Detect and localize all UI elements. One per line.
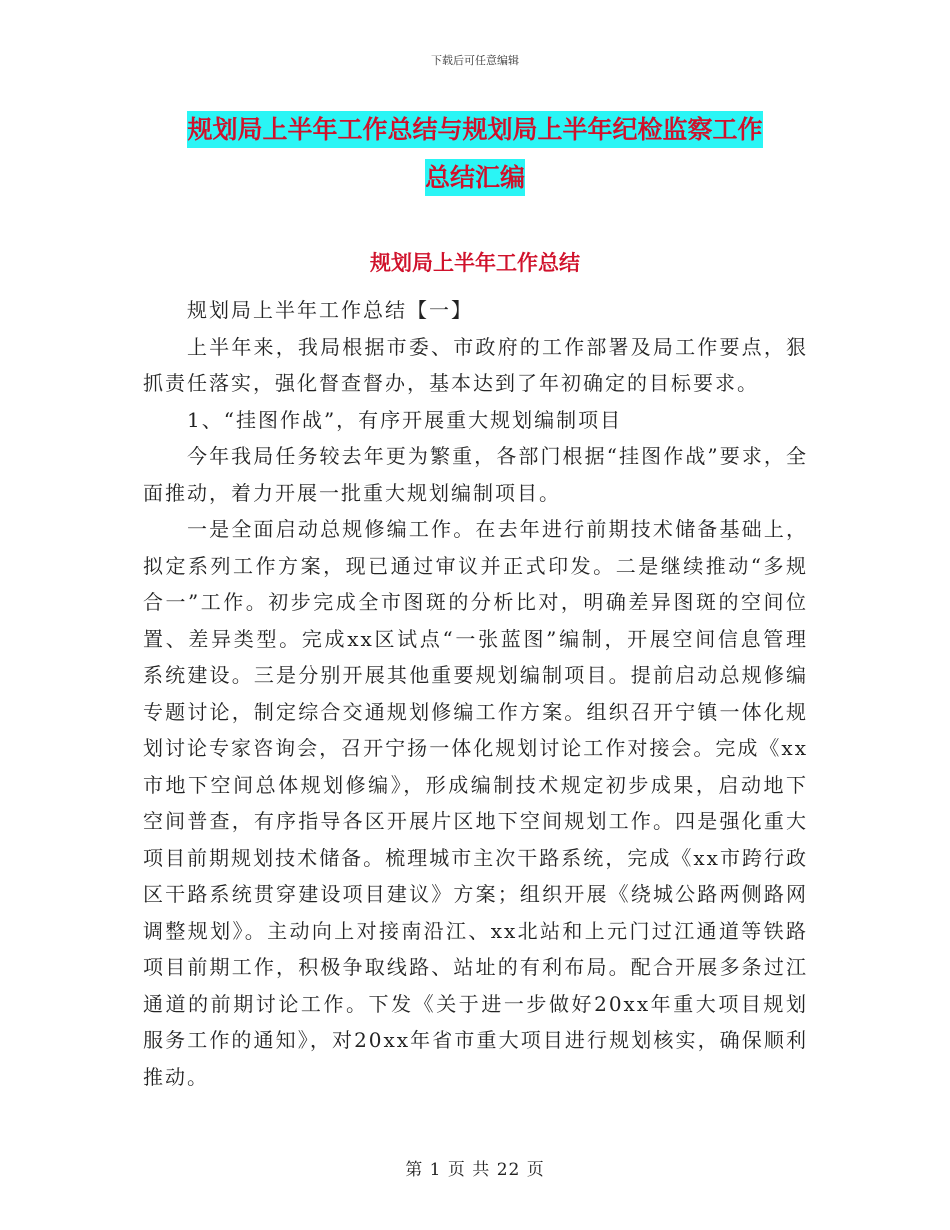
document-title-line-1: 规划局上半年工作总结与规划局上半年纪检监察工作 — [187, 111, 762, 148]
header-note: 下载后可任意编辑 — [431, 54, 519, 67]
paragraph-subtitle: 规划局上半年工作总结【一】 — [187, 298, 473, 322]
page-number: 第 1 页 共 22 页 — [405, 1160, 545, 1180]
paragraph-details: 一是全面启动总规修编工作。在去年进行前期技术储备基础上，拟定系列工作方案，现已通过审议并正式印发。二是继续推动“多规合一”工作。初步完成全市图斑的分析比对，明确差异图斑的空间位置、差异类型。完成xx区试点“一张蓝图”编制，开展空间信息管理系统建设。三是分别开展其他重要规划编制项目。提前启动总规修编专题讨论，制定综合交通规划修编工作方案。组织召开宁镇一体化规划讨论专家咨询会，召开宁扬一体化规划讨论工作对接会。完成《xx市地下空间总体规划修编》，形成编制技术规定初步成果，启动地下空间普查，有序指导各区开展片区地下空间规划工作。四是强化重大项目前期规划技术储备。梳理城市主次干路系统，完成《xx市跨行政区干路系统贯穿建设项目建议》方案；组织开展《绕城公路两侧路网调整规划》。主动向上对接南沿江、xx北站和上元门过江通道等铁路项目前期工作，积极争取线路、站址的有利布局。配合开展多条过江通道的前期讨论工作。下发《关于进一步做好20xx年重大项目规划服务工作的通知》，对20xx年省市重大项目进行规划核实，确保顺利推动。 — [143, 517, 808, 1089]
document-title-line-2: 总结汇编 — [425, 159, 525, 196]
paragraph-intro: 上半年来，我局根据市委、市政府的工作部署及局工作要点，狠抓责任落实，强化督查督办，基本达到了年初确定的目标要求。 — [143, 334, 808, 395]
paragraph-item-heading: 1、“挂图作战”，有序开展重大规划编制项目 — [187, 407, 623, 432]
section-heading: 规划局上半年工作总结 — [370, 251, 580, 275]
document-body — [143, 292, 808, 1095]
paragraph-overview: 今年我局任务较去年更为繁重，各部门根据“挂图作战”要求，全面推动，着力开展一批重大规划编制项目。 — [143, 444, 808, 505]
document-title — [145, 106, 805, 202]
